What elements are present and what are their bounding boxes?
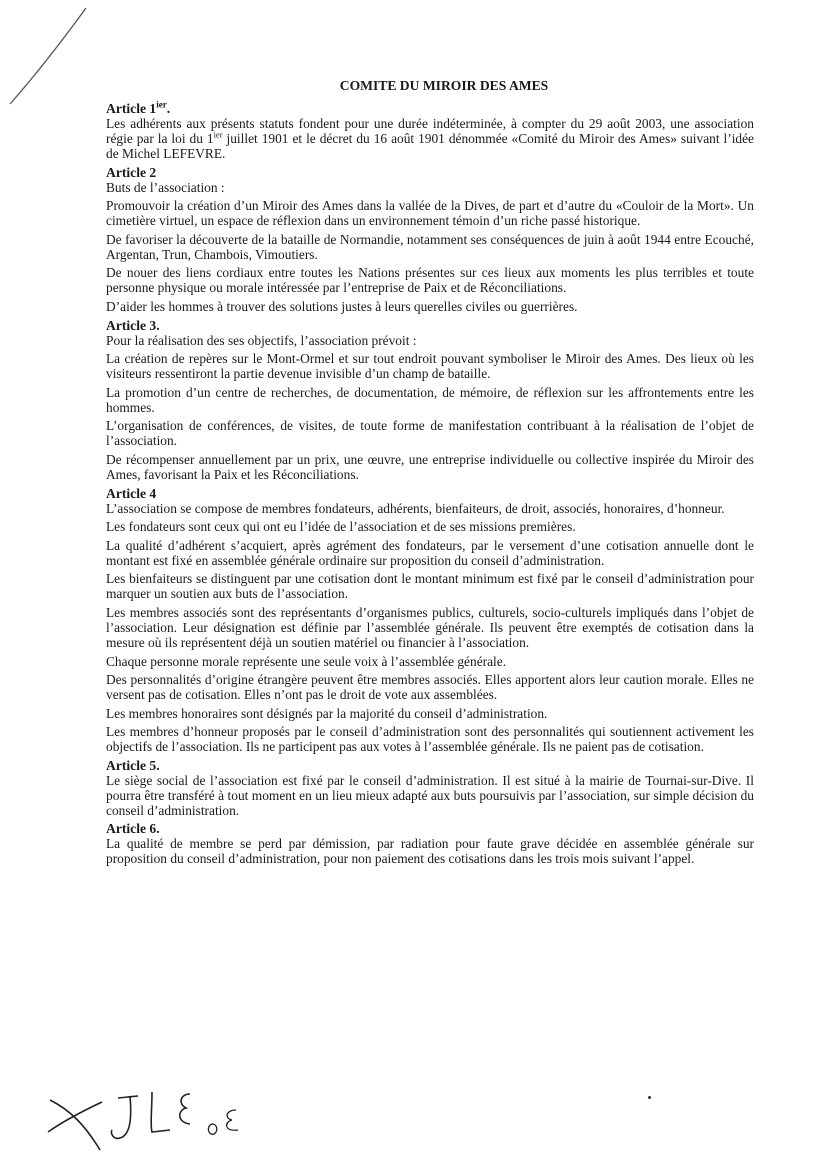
handwritten-initials: [40, 1080, 280, 1160]
article-paragraph: Des personnalités d’origine étrangère peuvent être membres associés. Elles apportent alors leur caution morale. Elles ne versent pas de cotisation. Elles n’ont pas le droit de vote aux assemblées.: [106, 672, 754, 703]
article-paragraph: Pour la réalisation des ses objectifs, l’association prévoit :: [106, 332, 417, 348]
article-paragraph: La qualité d’adhérent s’acquiert, après agrément des fondateurs, par le versement d’une cotisation annuelle dont le montant est fixé en assemblée générale ordinaire sur proposition du conseil d’administration.: [106, 537, 754, 568]
article-paragraph: D’aider les hommes à trouver des solutions justes à leurs querelles civiles ou guerrières.: [106, 298, 578, 314]
article-paragraph: Les adhérents aux présents statuts fondent pour une durée indéterminée, à compter du 29 août 2003, une association régie par la loi du $1^{ier}$ juillet 1901 et le décret du 16 août 1901 dénommée «Comité du Miroir des Ames» suivant l’idée de Michel LEFEVRE.: [106, 116, 754, 161]
speck-mark: [648, 1096, 651, 1099]
article-heading: Article 3.: [106, 317, 160, 333]
article-heading: Article 4: [106, 485, 157, 501]
article-paragraph: Buts de l’association :: [106, 179, 225, 195]
article-paragraph: Promouvoir la création d’un Miroir des Ames dans la vallée de la Dives, de part et d’autre du «Couloir de la Mort». Un cimetière virtuel, un espace de réflexion dans un environnement témoin d’un riche passé historique.: [106, 198, 754, 229]
article-paragraph: Les membres honoraires sont désignés par la majorité du conseil d’administration.: [106, 705, 548, 721]
article-paragraph: La qualité de membre se perd par démission, par radiation pour faute grave décidée en assemblée générale sur proposition du conseil d’administration, pour non paiement des cotisations dans les trois mois suivant l’appel.: [106, 836, 754, 867]
article-6: [106, 821, 754, 866]
article-paragraph: De nouer des liens cordiaux entre toutes les Nations présentes sur ces lieux aux moments les plus terribles et toute personne physique ou morale intéressée par l’entreprise de Paix et de Réconciliations.: [106, 265, 754, 296]
article-paragraph: Les membres d’honneur proposés par le conseil d’administration sont des personnalités qui soutiennent activement les objectifs de l’association. Ils ne participent pas aux votes à l’assemblée générale. Ils ne paient pas de cotisation.: [106, 724, 754, 755]
article-paragraph: De récompenser annuellement par un prix, une œuvre, une entreprise individuelle ou collective inspirée du Miroir des Ames, favorisant la Paix et les Réconciliations.: [106, 451, 754, 482]
article-paragraph: Le siège social de l’association est fixé par le conseil d’administration. Il est situé à la mairie de Tournai-sur-Dive. Il pourra être transféré à tout moment en un lieu mieux adapté aux buts poursuivis par l’association, sur simple décision du conseil d’administration.: [106, 772, 754, 818]
article-paragraph: L’association se compose de membres fondateurs, adhérents, bienfaiteurs, de droit, associés, honoraires, d’honneur.: [106, 500, 725, 516]
article-heading: Article 6.: [106, 821, 160, 837]
article-2: [106, 165, 754, 314]
article-paragraph: Les membres associés sont des représentants d’organismes publics, culturels, socio-culturels impliqués dans l’objet de l’association. Leur désignation est définie par l’assemblée générale. Ils peuvent être exemptés de cotisation dans la mesure où ils représentent déjà un soutien matériel ou financier à l’association.: [106, 604, 754, 650]
article-5: [106, 758, 754, 818]
article-paragraph: De favoriser la découverte de la bataille de Normandie, notamment ses conséquences de juin à août 1944 entre Ecouché, Argentan, Trun, Chambois, Vimoutiers.: [106, 231, 754, 262]
article-paragraph: La promotion d’un centre de recherches, de documentation, de mémoire, de réflexion sur les affrontements entre les hommes.: [106, 384, 754, 415]
article-paragraph: L’organisation de conférences, de visites, de toute forme de manifestation contribuant à la réalisation de l’objet de l’association.: [106, 418, 754, 449]
document-title: COMITE DU MIROIR DES AMES: [339, 78, 549, 93]
article-heading: Article 2: [106, 164, 157, 180]
article-paragraph: Les fondateurs sont ceux qui ont eu l’idée de l’association et de ses missions premières.: [106, 519, 576, 535]
article-heading: Article 5.: [106, 757, 160, 773]
article-3: [106, 318, 754, 482]
article-paragraph: La création de repères sur le Mont-Ormel et sur tout endroit pouvant symboliser le Miroir des Ames. Des lieux où les visiteurs ressentiront la partie devenue invisible d’un champ de bataille.: [106, 351, 754, 382]
article-heading: Article $1^{ier}$.: [106, 99, 171, 116]
article-4: [106, 486, 754, 755]
article-paragraph: Chaque personne morale représente une seule voix à l’assemblée générale.: [106, 653, 507, 669]
pen-stroke-mark: [0, 0, 100, 110]
article-1: [106, 101, 754, 161]
document-body: [106, 78, 754, 870]
article-paragraph: Les bienfaiteurs se distinguent par une cotisation dont le montant minimum est fixé par le conseil d’administration pour marquer un soutien aux buts de l’association.: [106, 571, 754, 602]
